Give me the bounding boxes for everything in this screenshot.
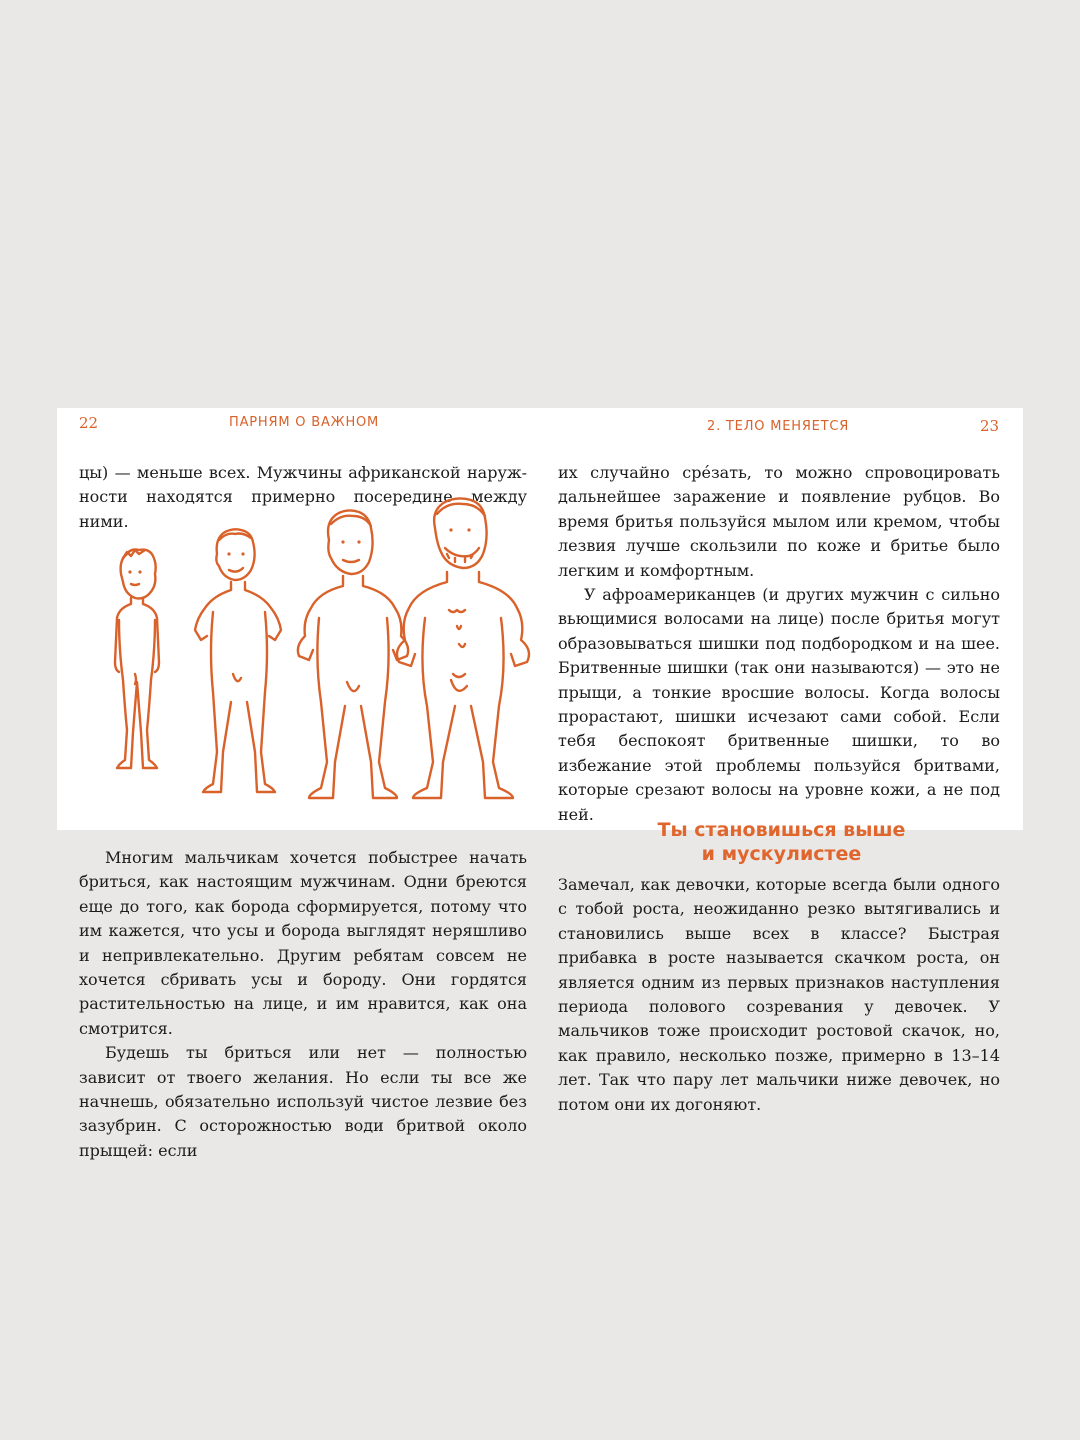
figure-adult-man [397,498,529,798]
running-head-right: 2. ТЕЛО МЕНЯЕТСЯ [707,419,850,434]
section-paragraph: Замечал, как девочки, которые всегда были одного с тобой роста, неожиданно резко вытягивались и становились выше всех в классе? Быстрая прибавка в росте называется скачком роста, он является одним из первых признаков наступления периода полового созревания у девочек. У мальчиков тоже происходит ростовой скачок, но, как правило, несколько позже, примерно в 13–14 лет. Так что пару лет мальчики ниже девочек, но потом они их догоняют. [558,875,1000,1114]
figure-teen [195,529,281,792]
book-spread [57,408,1023,1160]
page-number-right: 23 [980,417,1000,435]
right-paragraph-2: У афроамериканцев (и других мужчин с сильно вьющимися волосами на лице) после бритья могут образовываться шишки под подбородком и на шее. Бритвенные шишки (так они называются) — это не прыщи, а тонкие вросшие волосы. Когда волосы прорастают, шишки исчезают сами собой. Если тебя беспокоят бритвенные шишки, то во избежание этой проблемы пользуйся бритвами, которые срезают волосы на уровне кожи, а не под ней. [558,585,1000,824]
running-head-left: ПАРНЯМ О ВАЖНОМ [229,415,380,430]
figure-young-man [298,510,408,798]
intro-line-1: цы) — меньше всех. Мужчины африканской наруж- [79,463,527,482]
illustration-svg [107,514,507,804]
page-number-left: 22 [79,414,99,432]
section-heading [540,818,1023,866]
right-body-text [558,461,1000,827]
left-body-text [79,846,527,1163]
left-page [57,408,540,1160]
right-section-text [558,873,1000,1117]
intro-line-2: ности находятся примерно посередине между ними. [79,487,527,531]
left-paragraph-2: Будешь ты бриться или нет — полностью зависит от твоего желания. Но если ты все же начнешь, обязательно используй чистое лезвие без зазубрин. С осторожностью води бритвой около прыщей: если [79,1043,527,1160]
four-figures-puberty-illustration [107,514,507,804]
figure-child [115,550,159,769]
left-paragraph-1: Многим мальчикам хочется побыстрее начать бриться, как настоящим мужчинам. Одни бреются еще до того, как борода сформируется, потому что им кажется, что усы и борода выглядят неряшливо и непривлекательно. Другим ребятам совсем не хочется сбривать усы и бороду. Они гордятся растительностью на лице, и им нравится, как она смотрится. [79,848,527,1038]
section-heading-line-1: Ты становишься выше [657,819,906,841]
right-paragraph-1: их случайно сре́зать, то можно спровоцировать дальнейшее заражение и появление рубцов. Во время бритья пользуйся мылом или кремом, чтобы лезвия лучше скользили по коже и бритье было легким и комфортным. [558,463,1000,580]
section-heading-line-2: и мускулистее [701,843,862,865]
right-page [540,408,1023,1114]
